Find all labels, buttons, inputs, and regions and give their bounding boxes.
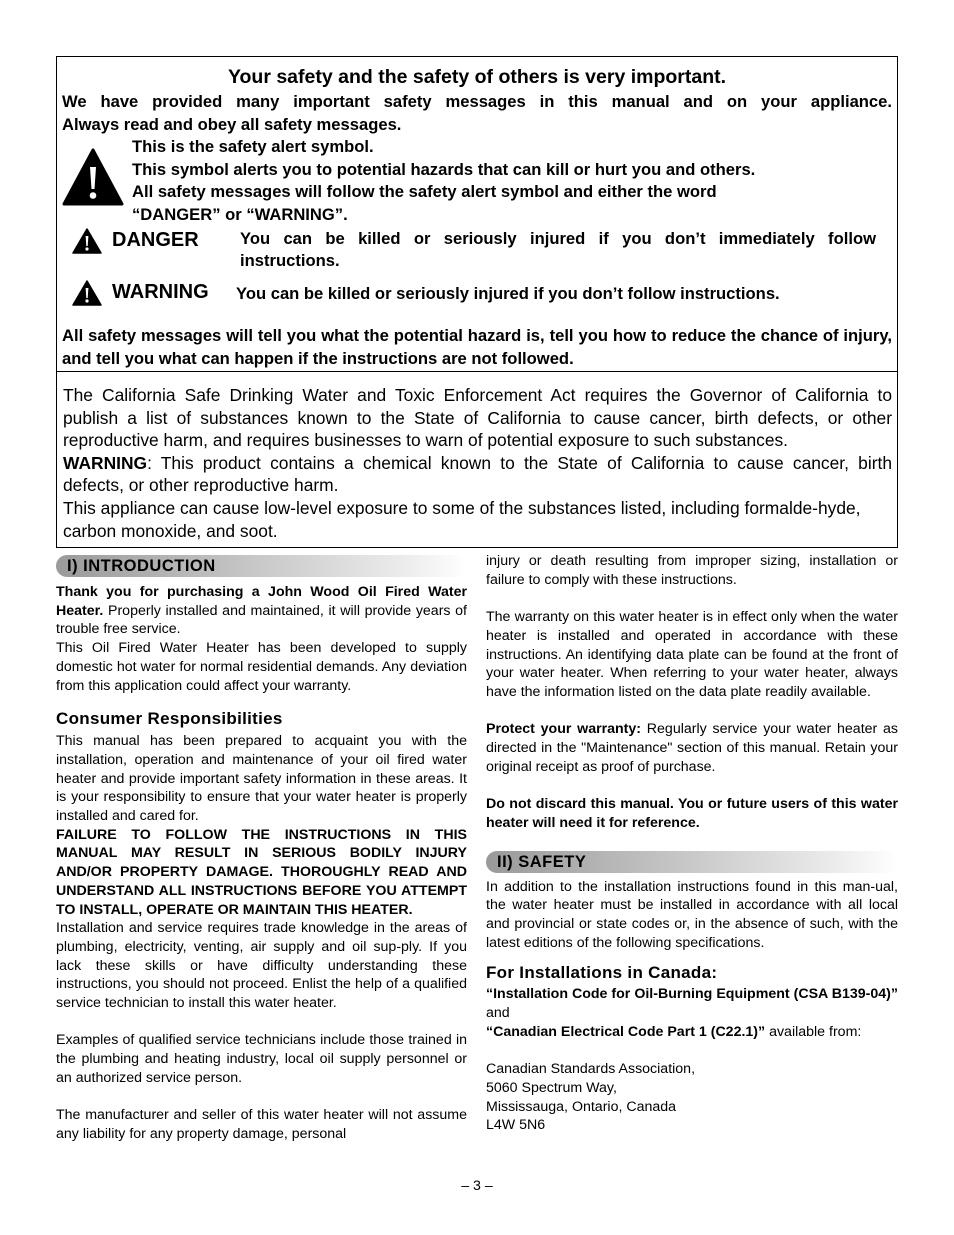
canada-code-2-title: “Canadian Electrical Code Part 1 (C22.1)” [486,1023,766,1040]
warranty-paragraph: The warranty on this water heater is in effect only when the water heater is installed and operated in accordance with these instructions. An identifying data plate can be found at the front of your water heater. When referring to your water heater, always have the information listed on the data plate readily available. [486,609,898,700]
warning-row [62,280,892,311]
canada-installations-heading: For Installations in Canada: [486,963,718,983]
left-column [56,552,467,1144]
consumer-paragraph-1: This manual has been prepared to acquaint you with the installation, operation and maintenance of your oil fired water heater and provide important safety information in these areas. It is your responsibility to ensure that your water heater is properly installed and cared for. [56,733,467,825]
alert-text-line-2: This symbol alerts you to potential hazards that can kill or hurt you and others. [132,159,756,179]
safety-alert-explanation [132,136,755,226]
safety-title: Your safety and the safety of others is very important. [227,66,727,88]
protect-warranty-paragraph [486,720,898,776]
consumer-paragraph-4: The manufacturer and seller of this water heater will not assume any liability for any property damage, personal [56,1107,467,1142]
prop65-warning-paragraph [63,452,892,497]
intro-thanks-rest: Properly installed and maintained, it will provide years of trouble free service. [56,602,467,638]
prop65-warning-text: : This product contains a chemical known to the State of California to cause cancer, birth defects, or other reproductive harm. [63,452,892,496]
alert-text-line-3: All safety messages will follow the safety alert symbol and either the word [132,182,717,202]
safety-intro [62,90,892,136]
canada-code-2-after: available from: [765,1023,862,1040]
safety-outro: All safety messages will tell you what the potential hazard is, tell you how to reduce the chance of injury, and tell you what can happen if the instructions are not followed. [62,326,892,369]
address-line: L4W 5N6 [486,1117,546,1134]
liability-continuation: injury or death resulting from improper sizing, installation or failure to comply with these instructions. [486,553,898,588]
intro-thanks-paragraph [56,583,467,639]
canada-code-1 [486,985,898,1022]
safety-message-box [56,56,898,372]
address-line: 5060 Spectrum Way, [486,1079,617,1096]
prop65-paragraph-1: The California Safe Drinking Water and Toxic Enforcement Act requires the Governor of California to publish a list of substances known to the State of California to cause cancer, birth defects, or other reproductive harm, and requires businesses to warn of potential exposure to such substances. [63,385,892,451]
intro-thanks-bold: Thank you for purchasing a John Wood Oil Fired Water Heater. [56,584,467,619]
prop65-warning-label: WARNING [63,452,148,473]
consumer-paragraph-2: Installation and service requires trade knowledge in the areas of plumbing, electricity, venting, air supply and oil sup-ply. If you lack these skills or have difficulty understanding these instructions, you should not proceed. Enlist the help of a qualified service technician to install this water heater. [56,920,467,1012]
prop65-notice-box [56,372,898,548]
consumer-paragraph-3: Examples of qualified service technicians include those trained in the plumbing and heating industry, local oil supply personnel or an authorized service person. [56,1032,467,1086]
intro-paragraph-2: This Oil Fired Water Heater has been developed to supply domestic hot water for normal residential demands. Any deviation from this application could affect your warranty. [56,640,467,694]
consumer-caps-warning: FAILURE TO FOLLOW THE INSTRUCTIONS IN THIS MANUAL MAY RESULT IN SERIOUS BODILY INJURY AND/OR PROPERTY DAMAGE. THOROUGHLY READ AND UNDERSTAND ALL INSTRUCTIONS BEFORE YOU ATTEMPT TO INSTALL, OPERATE OR MAINTAIN THIS HEATER. [56,826,467,918]
csa-address [486,1060,898,1135]
address-line: Mississauga, Ontario, Canada [486,1098,677,1115]
safety-alert-large-icon [62,136,132,226]
alert-text-line-4: “DANGER” or “WARNING”. [132,204,348,224]
safety-section-paragraph: In addition to the installation instructions found in this man-ual, the water heater must be installed in accordance with all local and provincial or state codes or, in the absence of such, with the latest editions of the following specifications. [486,878,898,951]
introduction-heading: I) INTRODUCTION [56,555,467,577]
canada-code-2 [486,1023,898,1042]
protect-warranty-text: Regularly service your water heater as directed in the "Maintenance" section of this manual. Retain your original receipt as proof of purchase. [486,721,898,775]
safety-alert-symbol-row [62,136,892,226]
consumer-responsibilities-heading: Consumer Responsibilities [56,709,283,729]
warning-word: WARNING [112,281,209,304]
prop65-paragraph-3: This appliance can cause low-level exposure to some of the substances listed, including formalde-hyde, carbon monoxide, and soot. [63,497,861,541]
danger-text: You can be killed or seriously injured if you don’t immediately follow instructions. [240,229,876,271]
page-number: – 3 – [461,1178,493,1194]
safety-section-heading: II) SAFETY [486,851,898,873]
right-column [486,552,898,1135]
canada-code-1-title: “Installation Code for Oil-Burning Equipment (CSA B139-04)” [486,986,898,1003]
address-line: Canadian Standards Association, [486,1061,696,1078]
danger-alert-icon [62,228,112,259]
safety-intro-line-2: Always read and obey all safety messages. [62,115,402,134]
alert-text-line-1: This is the safety alert symbol. [132,137,374,156]
warning-alert-icon [62,280,112,311]
danger-row [62,228,892,272]
safety-intro-line-1: We have provided many important safety messages in this manual and on your appliance. [62,92,892,111]
warning-text: You can be killed or seriously injured if you don’t follow instructions. [236,284,780,304]
do-not-discard-notice: Do not discard this manual. You or future users of this water heater will need it for reference. [486,796,898,831]
protect-warranty-label: Protect your warranty: [486,721,642,738]
danger-word: DANGER [112,229,199,252]
canada-code-1-after: and [486,1005,510,1022]
